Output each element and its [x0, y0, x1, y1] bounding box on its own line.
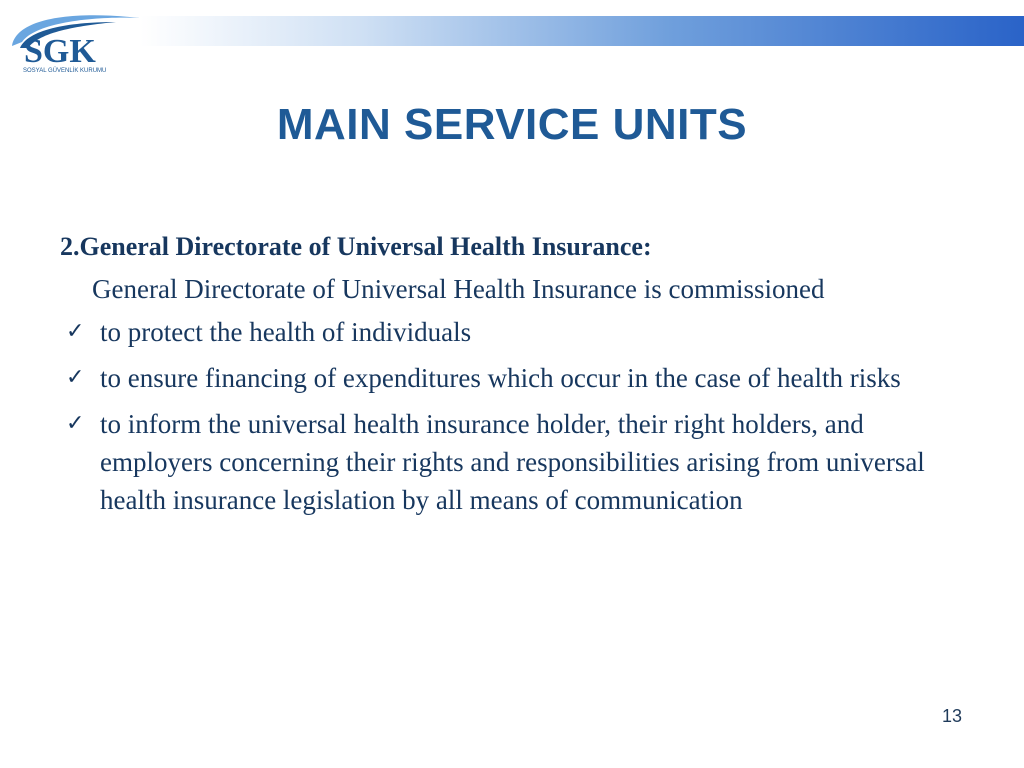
slide-content — [60, 230, 980, 527]
section-heading: 2.General Directorate of Universal Health Insurance: — [60, 232, 652, 261]
slide-title: MAIN SERVICE UNITS — [276, 100, 748, 149]
bullet-text: to protect the health of individuals — [100, 316, 472, 347]
list-item — [60, 405, 980, 519]
checkmark-icon: ✓ — [66, 364, 85, 390]
header-gradient-bar — [140, 16, 1024, 46]
checkmark-icon: ✓ — [66, 410, 85, 436]
list-item — [60, 359, 980, 397]
bullet-text: to ensure financing of expenditures which occur in the case of health risks — [100, 362, 901, 393]
page-number: 13 — [941, 706, 962, 726]
logo-subtext: SOSYAL GÜVENLİK KURUMU — [23, 68, 107, 74]
sgk-logo — [6, 8, 142, 76]
logo-text: SGK — [24, 33, 96, 70]
bullet-list — [60, 313, 980, 519]
list-item — [60, 313, 980, 351]
bullet-text: to inform the universal health insurance holder, their right holders, and employers concerning their rights and responsibilities arising from universal health insurance legislation by all means of communication — [100, 408, 925, 515]
section-intro: General Directorate of Universal Health Insurance is commissioned — [92, 273, 825, 304]
checkmark-icon: ✓ — [66, 318, 85, 344]
